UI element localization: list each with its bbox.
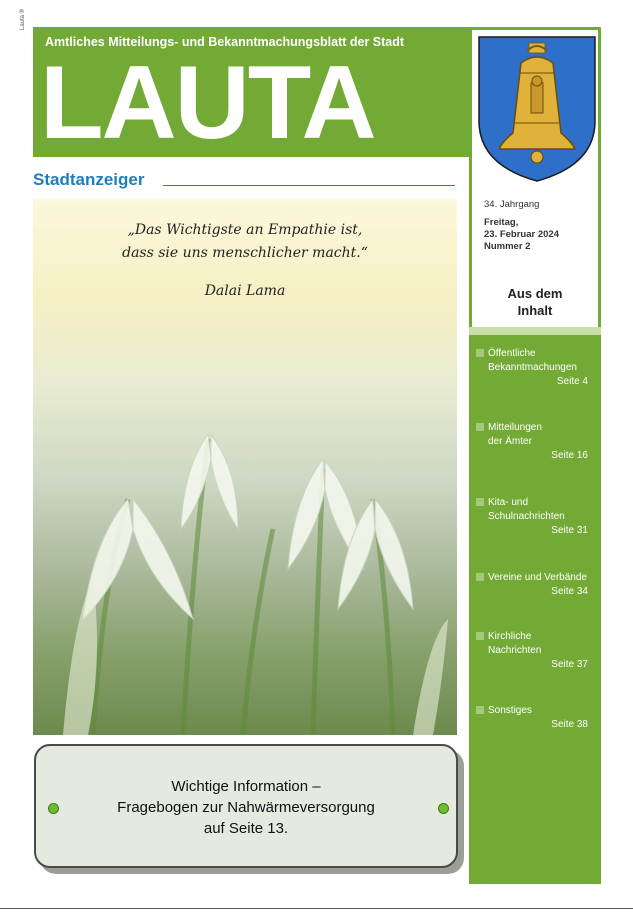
toc-label: Sonstiges <box>488 705 532 716</box>
contents-heading-line1: Aus dem <box>507 286 563 301</box>
issue-date: 23. Februar 2024 <box>484 229 559 240</box>
toc-label: Mitteilungen <box>488 422 542 433</box>
toc-page: Seite 4 <box>556 376 588 387</box>
masthead <box>33 27 469 161</box>
contents-heading <box>472 285 598 319</box>
quote-author: Dalai Lama <box>204 283 286 299</box>
notice-line1: Wichtige Information – <box>171 778 321 795</box>
notice-line2: Fragebogen zur Nahwärmeversorgung <box>117 799 375 816</box>
snowdrop-flowers-illustration <box>33 199 457 735</box>
toc-item-mitteilungen[interactable] <box>476 421 596 463</box>
toc-label: Öffentliche <box>488 348 536 359</box>
toc-label: der Ämter <box>488 436 532 447</box>
notice-box <box>34 744 458 868</box>
quote-line1: „Das Wichtigste an Empathie ist, <box>127 222 363 238</box>
issue-info-box <box>472 187 598 327</box>
crest-box <box>469 27 601 187</box>
section-title: Stadtanzeiger <box>33 170 145 189</box>
toc-page: Seite 31 <box>551 525 588 536</box>
issue-weekday: Freitag, <box>484 217 519 228</box>
toc-bullet-icon <box>476 573 484 581</box>
toc-label: Nachrichten <box>488 645 542 656</box>
contents-heading-line2: Inhalt <box>517 303 553 318</box>
toc-label: Vereine und Verbände <box>488 572 587 583</box>
bottom-rule <box>0 908 633 909</box>
cover-photo <box>33 199 457 735</box>
side-mark: Lauta ® <box>20 8 26 30</box>
toc-page: Seite 37 <box>551 659 588 670</box>
coat-of-arms-icon <box>475 33 599 183</box>
quote-line2: dass sie uns menschlicher macht.“ <box>122 245 368 261</box>
toc-label: Kita- und <box>488 497 529 508</box>
section-title-rule <box>163 185 455 186</box>
toc-label: Bekanntmachungen <box>488 362 577 373</box>
masthead-title: LAUTA <box>40 45 375 161</box>
toc-bullet-icon <box>476 349 484 357</box>
toc-page: Seite 34 <box>551 586 588 597</box>
toc-label: Schulnachrichten <box>488 511 565 522</box>
toc-bullet-icon <box>476 423 484 431</box>
notice-line3: auf Seite 13. <box>203 820 289 837</box>
toc-bullet-icon <box>476 498 484 506</box>
toc-bullet-icon <box>476 632 484 640</box>
toc-item-bekanntmachungen[interactable] <box>476 347 596 389</box>
notice-text <box>36 776 456 839</box>
issue-volume: 34. Jahrgang <box>484 199 540 210</box>
toc-item-kirchliche[interactable] <box>476 630 596 672</box>
toc-label: Kirchliche <box>488 631 532 642</box>
masthead-subtitle: Amtliches Mitteilungs- und Bekanntmachungsblatt der Stadt <box>45 35 405 49</box>
issue-number: Nummer 2 <box>484 241 531 252</box>
quote-text <box>33 219 457 265</box>
divider-strip <box>469 327 601 335</box>
toc-page: Seite 16 <box>551 450 588 461</box>
toc-bullet-icon <box>476 706 484 714</box>
toc-item-sonstiges[interactable] <box>476 704 596 732</box>
toc-item-vereine[interactable] <box>476 571 596 599</box>
toc-page: Seite 38 <box>551 719 588 730</box>
issue-date-block <box>484 217 559 253</box>
toc-item-kita[interactable] <box>476 496 596 538</box>
